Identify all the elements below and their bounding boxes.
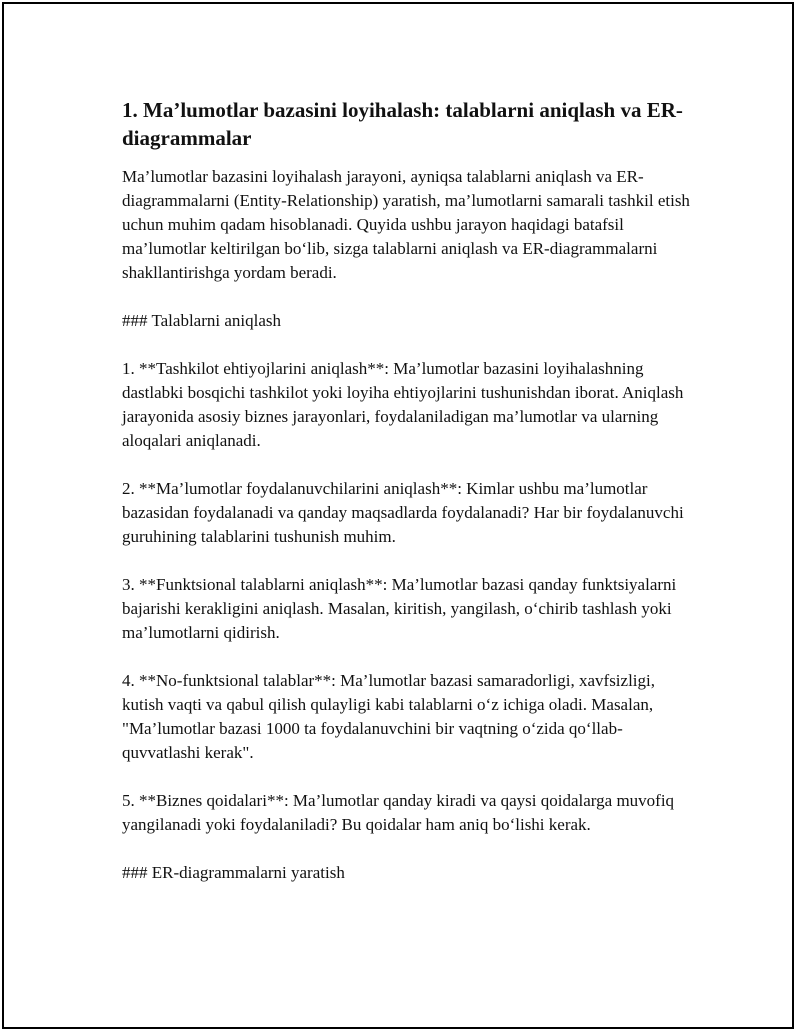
requirement-item-3: 3. **Funktsional talablarni aniqlash**: Ma’lumotlar bazasi qanday funktsiyalarni bajarishi kerakligini aniqlash. Masalan, kiritish, yangilash, o‘chirib tashlash yoki ma’lumotlarni qidirish. bbox=[122, 575, 677, 642]
requirement-item-1: 1. **Tashkilot ehtiyojlarini aniqlash**: Ma’lumotlar bazasini loyihalashning dastlabki bosqichi tashkilot yoki loyiha ehtiyojlarini tushunishdan iborat. Aniqlash jarayonida asosiy biznes jarayonlari, foydalaniladigan ma’lumotlar va ularning aloqalari aniqlanadi. bbox=[122, 359, 684, 450]
section-heading-er: ### ER-diagrammalarni yaratish bbox=[122, 863, 345, 882]
document-title: 1. Ma’lumotlar bazasini loyihalash: talablarni aniqlash va ER-diagrammalar bbox=[122, 98, 683, 150]
requirement-item-4: 4. **No-funktsional talablar**: Ma’lumotlar bazasi samaradorligi, xavfsizligi, kutish vaqti va qabul qilish qulayligi kabi talablarni o‘z ichiga oladi. Masalan, "Ma’lumotlar bazasi 1000 ta foydalanuvchini bir vaqtning o‘zida qo‘llab-quvvatlashi kerak". bbox=[122, 671, 655, 762]
document-body bbox=[122, 96, 692, 909]
requirement-item-5: 5. **Biznes qoidalari**: Ma’lumotlar qanday kiradi va qaysi qoidalarga muvofiq yangilanadi yoki foydalaniladi? Bu qoidalar ham aniq bo‘lishi kerak. bbox=[122, 791, 675, 834]
page-frame bbox=[2, 2, 794, 1029]
requirement-item-2: 2. **Ma’lumotlar foydalanuvchilarini aniqlash**: Kimlar ushbu ma’lumotlar bazasidan foydalanadi va qanday maqsadlarda foydalanadi? Har bir foydalanuvchi guruhining talablarini tushunish muhim. bbox=[122, 479, 684, 546]
intro-paragraph: Ma’lumotlar bazasini loyihalash jarayoni, ayniqsa talablarni aniqlash va ER-diagrammalarni (Entity-Relationship) yaratish, ma’lumotlarni samarali tashkil etish uchun muhim qadam hisoblanadi. Quyida ushbu jarayon haqidagi batafsil ma’lumotlar keltirilgan bo‘lib, sizga talablarni aniqlash va ER-diagrammalarni shakllantirishga yordam beradi. bbox=[122, 167, 690, 282]
section-heading-requirements: ### Talablarni aniqlash bbox=[122, 311, 282, 330]
